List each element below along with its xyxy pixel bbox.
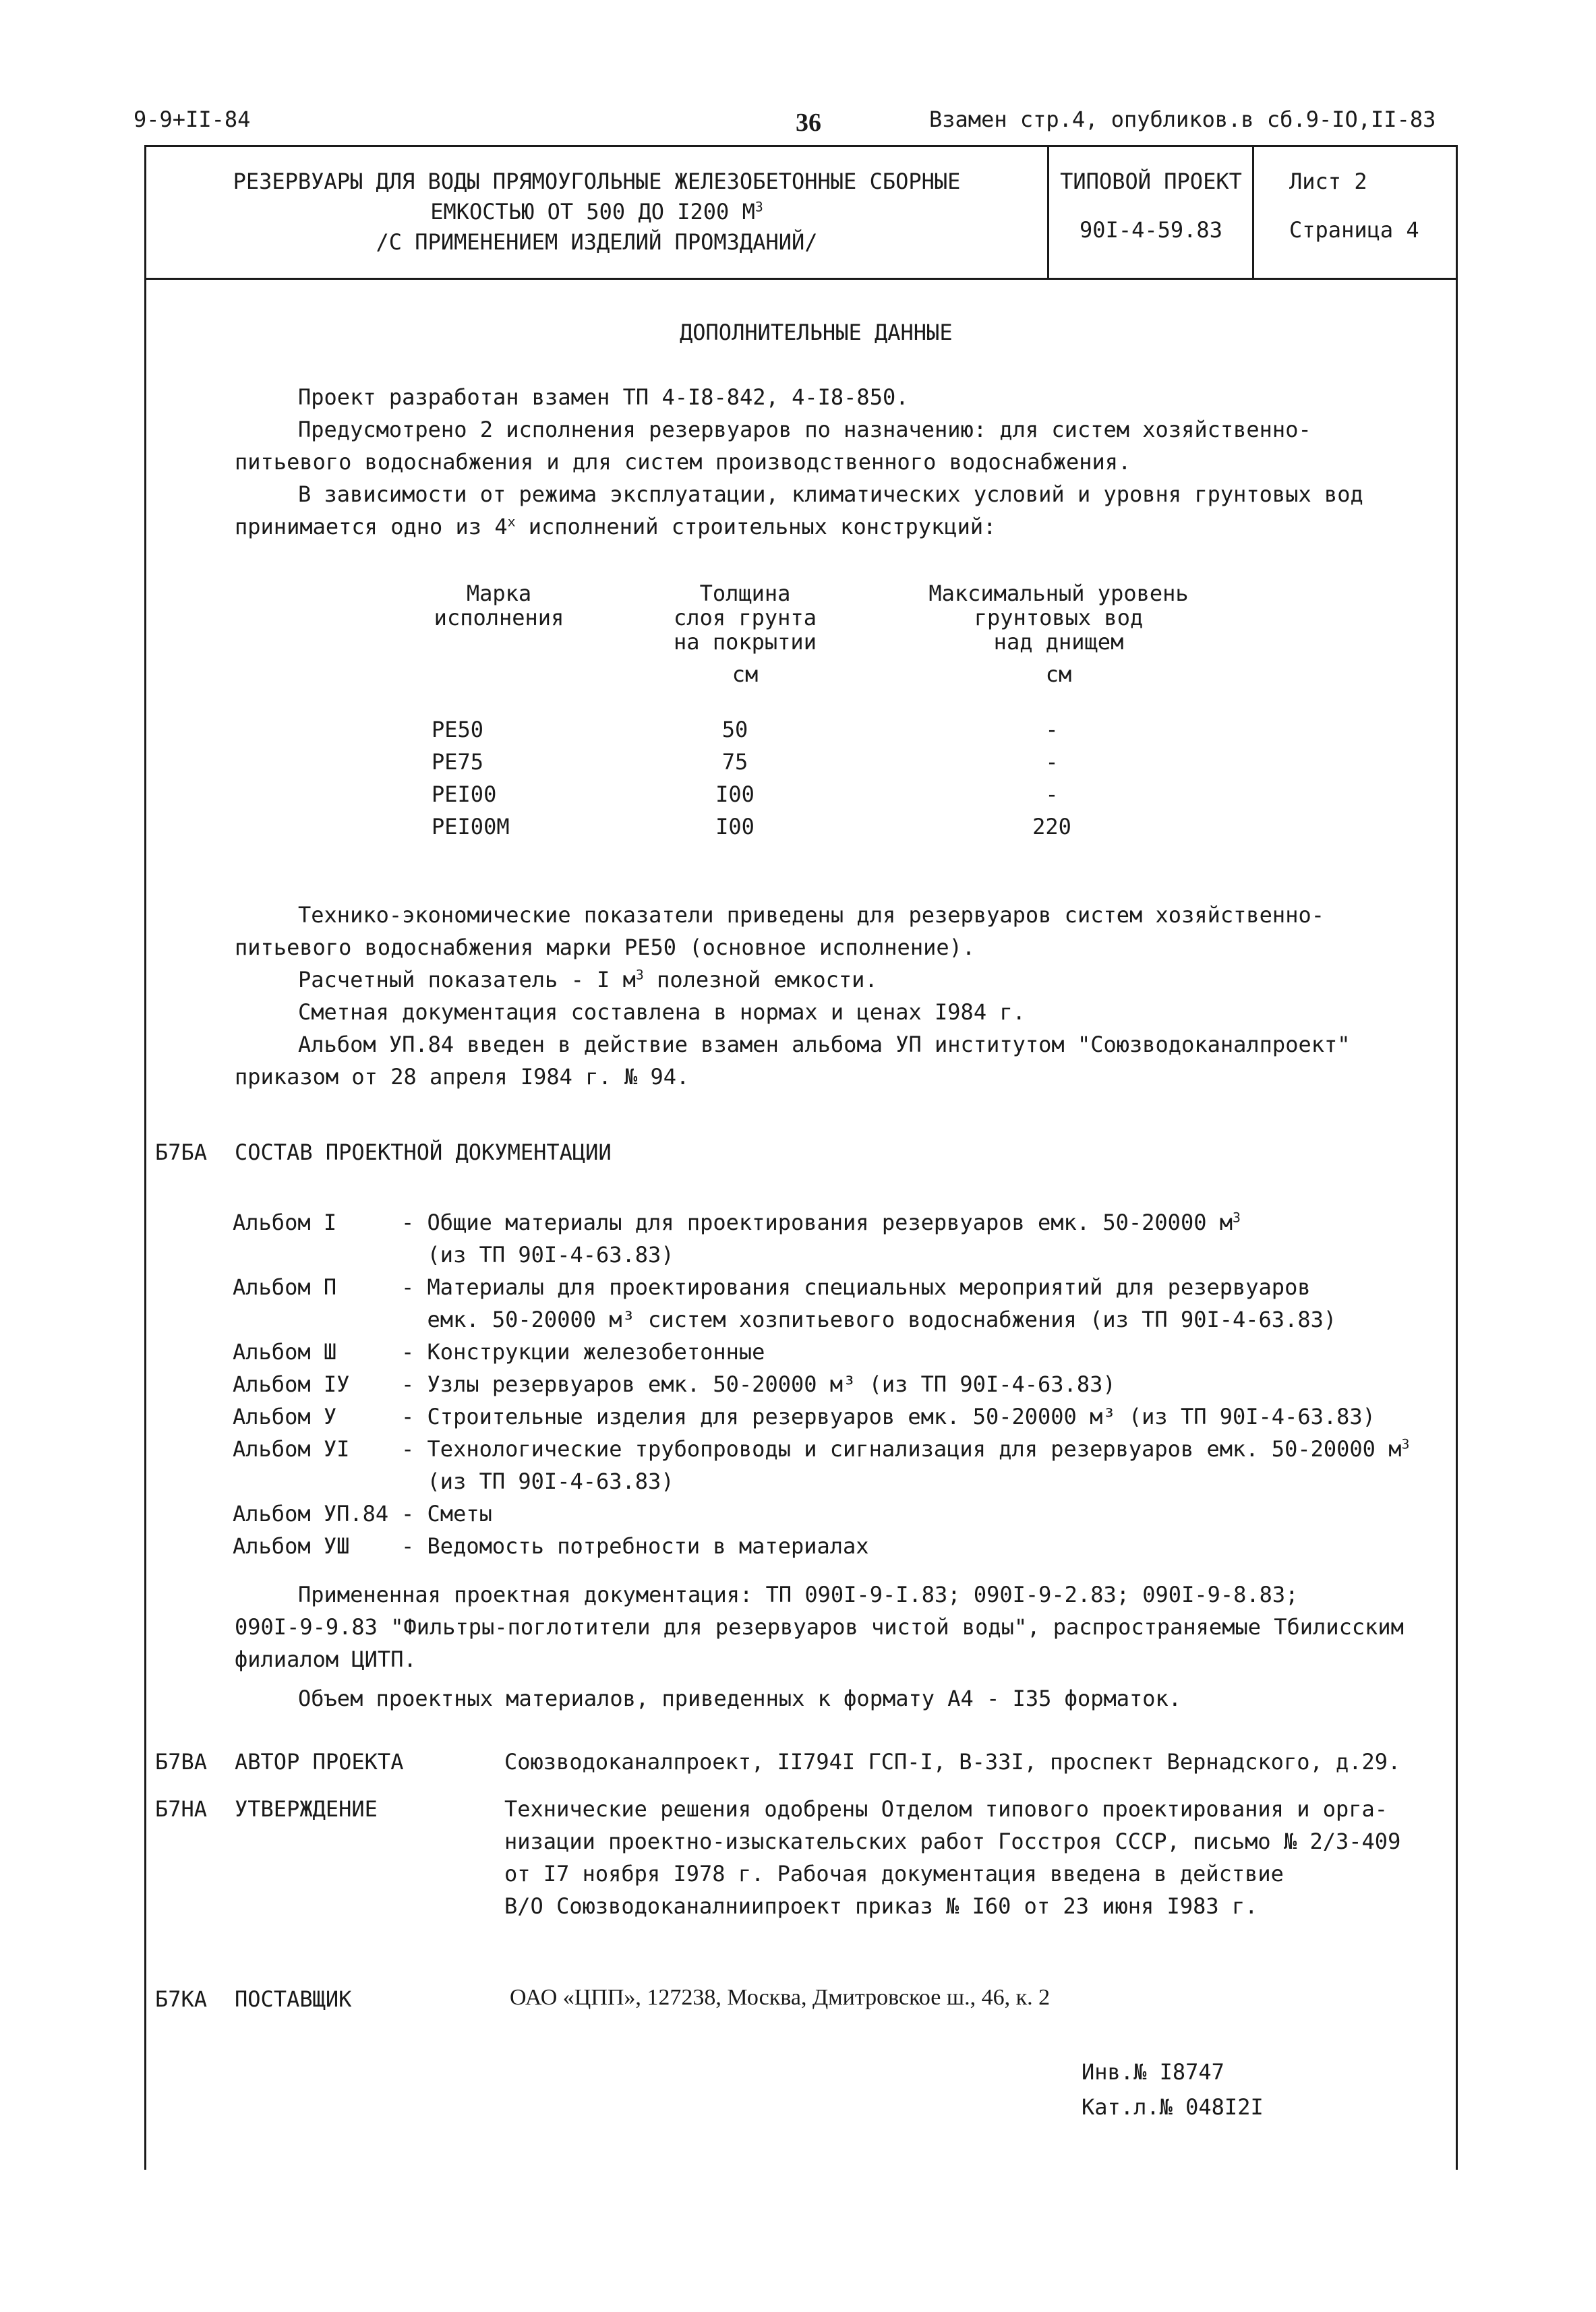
section-heading-extra: ДОПОЛНИТЕЛЬНЫЕ ДАННЫЕ [680,320,953,345]
th-level: Максимальный уровень грунтовых вод над днищем см [928,581,1189,687]
approval-line1: Технические решения одобрены Отделом типового проектирования и орга- [504,1796,1388,1822]
title-line-1: РЕЗЕРВУАРЫ ДЛЯ ВОДЫ ПРЯМОУГОЛЬНЫЕ ЖЕЛЕЗОБЕТОННЫЕ СБОРНЫЕ [233,169,961,194]
album-name: Альбом УП.84 [233,1501,389,1526]
table-cell: РЕ75 [432,749,484,775]
page-label: Страница 4 [1289,217,1419,243]
author-text: Союзводоканалпроект, II794I ГСП-I, В-33I, проспект Вернадского, д.29. [504,1749,1401,1775]
album-desc: - Технологические трубопроводы и сигнализация для резервуаров емк. 50-20000 $м^3$ [401,1436,1410,1462]
album-name: Альбом П [233,1274,337,1300]
approval-line2: низации проектно-изыскательских работ Госстроя СССР, письмо № 2/3-409 [504,1829,1401,1854]
col-level [998,713,1106,843]
album-desc: - Конструкции железобетонные [401,1339,765,1365]
table-cell: I00 [715,814,755,839]
table-cell: 50 [721,717,748,742]
album-name: Альбом УШ [233,1533,350,1559]
th-mark: Марка исполнения [434,581,564,630]
table-cell: 220 [1032,814,1071,839]
album-desc: - Строительные изделия для резервуаров емк. 50-20000 м³ (из ТП 90I-4-63.83) [401,1404,1376,1429]
author-label: АВТОР ПРОЕКТА [235,1749,404,1775]
table-cell: РЕ50 [432,717,484,742]
table-cell: РЕI00М [432,814,510,839]
table-cell: - [1045,717,1059,742]
composition-title: СОСТАВ ПРОЕКТНОЙ ДОКУМЕНТАЦИИ [235,1139,612,1165]
inventory-number: Инв.№ I8747 [1082,2059,1224,2085]
title-line-2: ЕМКОСТЬЮ ОТ 500 ДО I200 $М^3$ [430,199,763,225]
table-cell: I00 [715,781,755,807]
album-name: Альбом У [233,1404,337,1429]
album-name: Альбом I [233,1210,337,1235]
project-label: ТИПОВОЙ ПРОЕКТ [1060,169,1242,194]
catalog-number: Кат.л.№ 048I2I [1082,2094,1264,2120]
project-number: 90I-4-59.83 [1080,217,1222,243]
table-cell: - [1045,749,1059,775]
th-thickness: Толщина слоя грунта на покрытии см [674,581,817,687]
indicators-line3: Расчетный показатель - I $м^3$ полезной емкости. [298,967,878,992]
album-desc: (из ТП 90I-4-63.83) [401,1469,674,1494]
album-name: Альбом УI [233,1436,350,1462]
extra-p2-line1: Предусмотрено 2 исполнения резервуаров по назначению: для систем хозяйственно- [298,417,1311,442]
album-name: Альбом Ш [233,1339,337,1365]
album-desc: - Общие материалы для проектирования резервуаров емк. 50-20000 $м^3$ [401,1210,1241,1235]
replacement-note: Взамен стр.4, опубликов.в сб.9-IO,II-83 [929,107,1436,132]
album-desc: - Узлы резервуаров емк. 50-20000 м³ (из ТП 90I-4-63.83) [401,1371,1116,1397]
header-divider [144,278,1458,280]
approval-label: УТВЕРЖДЕНИЕ [235,1796,378,1822]
title-line-3: /С ПРИМЕНЕНИЕМ ИЗДЕЛИЙ ПРОМЗДАНИЙ/ [376,229,818,255]
applied-line3: филиалом ЦИТП. [235,1647,417,1672]
supplier-code: Б7КА [155,1986,208,2012]
album-desc: - Материалы для проектирования специальных мероприятий для резервуаров [401,1274,1311,1300]
album-desc: емк. 50-20000 м³ систем хозпитьевого водоснабжения (из ТП 90I-4-63.83) [401,1307,1337,1332]
table-cell: 75 [721,749,748,775]
author-code: Б7ВА [155,1749,208,1775]
approval-line3: от I7 ноября I978 г. Рабочая документация введена в действие [504,1861,1284,1887]
sheet-label: Лист 2 [1289,169,1367,194]
volume-line: Объем проектных материалов, приведенных к формату А4 - I35 форматок. [298,1686,1182,1711]
applied-line1: Примененная проектная документация: ТП 090I-9-I.83; 090I-9-2.83; 090I-9-8.83; [298,1582,1299,1607]
applied-line2: 090I-9-9.83 "Фильтры-поглотители для резервуаров чистой воды", распространяемые Тбилисским [235,1614,1404,1640]
composition-code: Б7БА [155,1139,208,1165]
doc-code: 9-9+II-84 [134,107,251,132]
indicators-line6: приказом от 28 апреля I984 г. № 94. [235,1064,690,1090]
table-cell: РЕI00 [432,781,497,807]
table-cell: - [1045,781,1059,807]
supplier-label: ПОСТАВЩИК [235,1986,352,2012]
indicators-line5: Альбом УП.84 введен в действие взамен альбома УП институтом "Союзводоканалпроект" [298,1032,1351,1057]
extra-p3-line2: принимается одно из $4^х$ исполнений строительных конструкций: [235,514,997,539]
supplier-text: ОАО «ЦПП», 127238, Москва, Дмитровское ш., 46, к. 2 [510,1985,1051,2010]
extra-p3-line1: В зависимости от режима эксплуатации, климатических условий и уровня грунтовых вод [298,481,1363,507]
indicators-line1: Технико-экономические показатели приведены для резервуаров систем хозяйственно- [298,902,1324,928]
indicators-line2: питьевого водоснабжения марки РЕ50 (основное исполнение). [235,935,976,960]
approval-line4: В/О Союзводоканалниипроект приказ № I60 от 23 июня I983 г. [504,1893,1258,1919]
indicators-line4: Сметная документация составлена в нормах и ценах I984 г. [298,999,1026,1025]
approval-code: Б7НА [155,1796,208,1822]
extra-p1: Проект разработан взамен ТП 4-I8-842, 4-I8-850. [298,384,909,410]
header-vline-2 [1252,145,1254,278]
header-vline-1 [1047,145,1049,278]
album-desc: (из ТП 90I-4-63.83) [401,1242,674,1268]
album-desc: - Ведомость потребности в материалах [401,1533,869,1559]
col-thickness [681,713,789,843]
page-number: 36 [796,109,821,137]
album-name: Альбом IУ [233,1371,350,1397]
extra-p2-line2: питьевого водоснабжения и для систем производственного водоснабжения. [235,449,1131,475]
album-desc: - Сметы [401,1501,492,1526]
col-mark [432,713,566,843]
